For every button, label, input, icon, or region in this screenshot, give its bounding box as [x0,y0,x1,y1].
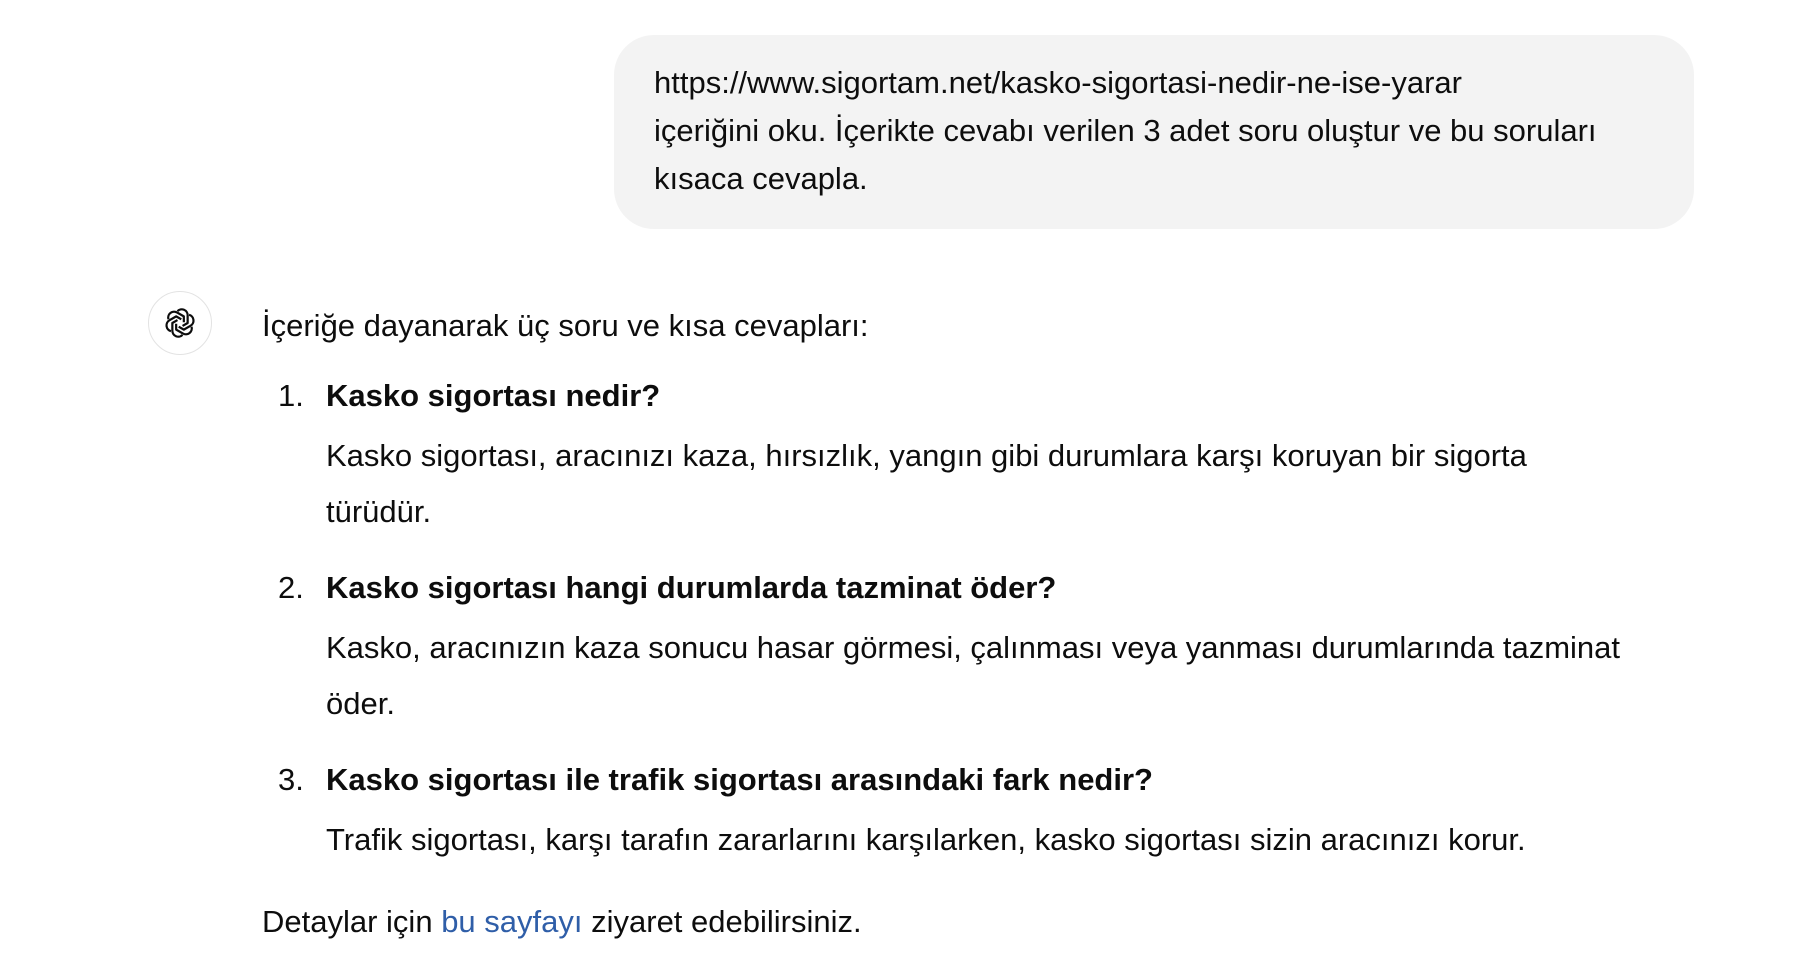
assistant-message [262,302,1702,946]
user-message-line: kısaca cevapla. [654,161,868,196]
assistant-avatar [148,291,212,355]
answer-line: Kasko sigortası, aracınızı kaza, hırsızlık, yangın gibi durumlara karşı koruyan bir sigorta [326,438,1527,473]
answer-line: Trafik sigortası, karşı tarafın zararlarını karşılarken, kasko sigortası sizin aracınızı korur. [326,822,1526,857]
qa-item [262,372,1702,540]
question-text: Kasko sigortası hangi durumlarda tazminat öder? [326,570,1057,605]
footer-prefix: Detaylar için [262,904,442,939]
question-text: Kasko sigortası nedir? [326,378,661,413]
answer-text [326,428,1702,540]
source-page-link[interactable]: bu sayfayı [441,904,583,939]
answer-line: Kasko, aracınızın kaza sonucu hasar görmesi, çalınması veya yanması durumlarında tazminat [326,630,1620,665]
list-number: 1. [278,378,304,413]
qa-item [262,756,1702,868]
list-number: 3. [278,762,304,797]
footer-suffix: ziyaret edebilirsiniz. [582,904,862,939]
qa-item [262,564,1702,732]
answer-line: türüdür. [326,494,432,529]
user-message-bubble [614,35,1694,229]
answer-text [326,812,1702,868]
question-text: Kasko sigortası ile trafik sigortası arasındaki fark nedir? [326,762,1153,797]
openai-logo-icon [163,306,197,340]
user-message-line: https://www.sigortam.net/kasko-sigortasi-nedir-ne-ise-yarar [654,65,1462,100]
answer-text [326,620,1702,732]
user-message-line: içeriğini oku. İçerikte cevabı verilen 3 adet soru oluştur ve bu soruları [654,113,1597,148]
answer-intro: İçeriğe dayanarak üç soru ve kısa cevapları: [262,308,869,343]
list-number: 2. [278,570,304,605]
answer-footer [262,898,1702,946]
qa-list [262,372,1702,868]
answer-line: öder. [326,686,395,721]
